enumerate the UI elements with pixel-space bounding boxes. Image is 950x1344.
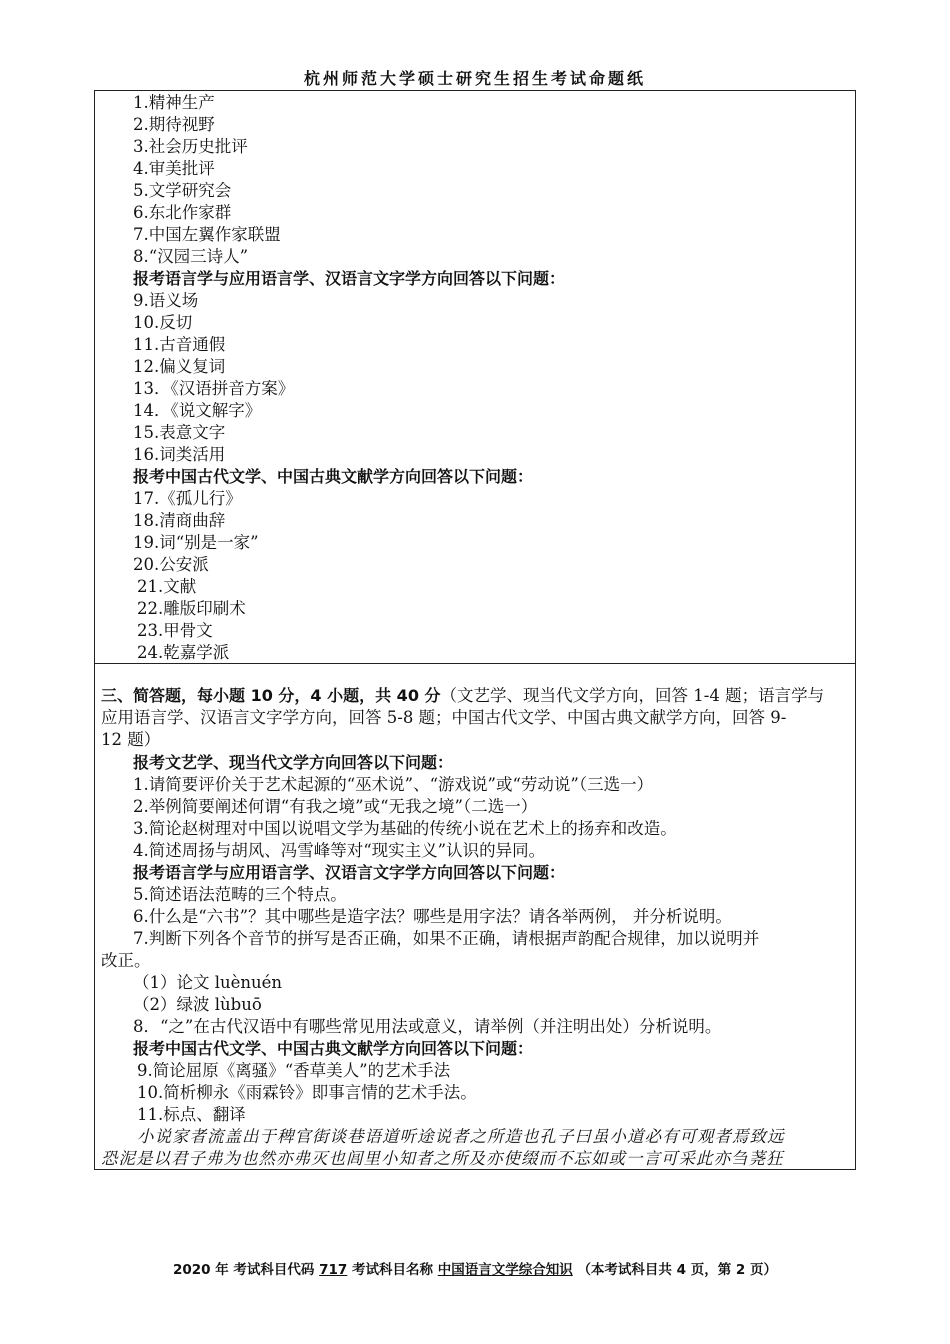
term-item: 15.表意文字 bbox=[133, 423, 226, 442]
sub-question: （1）论文 luènuén bbox=[133, 973, 283, 992]
term-item: 1.精神生产 bbox=[133, 93, 215, 112]
question-item: 1.请简要评价关于艺术起源的“巫术说”、“游戏说”或“劳动说”（三选一） bbox=[133, 775, 654, 794]
term-item: 17.《孤儿行》 bbox=[133, 489, 242, 508]
term-item: 16.词类活用 bbox=[133, 445, 226, 464]
sub-question: （2）绿波 lùbuō bbox=[133, 995, 262, 1014]
question-item: 11.标点、翻译 bbox=[137, 1105, 246, 1124]
term-item: 14．《说文解字》 bbox=[133, 401, 262, 420]
term-item: 11.古音通假 bbox=[133, 335, 226, 354]
term-item: 5.文学研究会 bbox=[133, 181, 232, 200]
question-item: 2.举例简要阐述何谓“有我之境”或“无我之境”（二选一） bbox=[133, 797, 538, 816]
section-title-note-line: 应用语言学、汉语言文字学方向，回答 5-8 题；中国古代文学、中国古典文献学方向，回答 9- bbox=[101, 708, 787, 727]
classical-passage-line: 恐泥是以君子弗为也然亦弗灭也闾里小知者之所及亦使缀而不忘如或一言可采此亦刍荛狂 bbox=[101, 1149, 784, 1168]
term-item: 23.甲骨文 bbox=[137, 621, 213, 640]
term-item: 4.审美批评 bbox=[133, 159, 215, 178]
question-frame bbox=[94, 90, 856, 1170]
term-item: 21.文献 bbox=[137, 577, 197, 596]
track-heading-linguistics: 报考语言学与应用语言学、汉语言文字学方向回答以下问题： bbox=[133, 863, 566, 882]
section-title-bold: 三、简答题，每小题 10 分，4 小题，共 40 分 bbox=[101, 686, 441, 705]
section-title bbox=[101, 685, 824, 707]
term-item: 18.清商曲辞 bbox=[133, 511, 226, 530]
term-item: 2.期待视野 bbox=[133, 115, 215, 134]
track-heading-linguistics: 报考语言学与应用语言学、汉语言文字学方向回答以下问题： bbox=[133, 269, 566, 288]
footer-subject-name: 中国语言文学综合知识 bbox=[437, 1262, 573, 1278]
term-item: 22.雕版印刷术 bbox=[137, 599, 246, 618]
question-item: 9.简论屈原《离骚》“香草美人”的艺术手法 bbox=[137, 1061, 451, 1080]
term-item: 13．《汉语拼音方案》 bbox=[133, 379, 295, 398]
term-item: 19.词“别是一家” bbox=[133, 533, 259, 552]
track-heading-ancient: 报考中国古代文学、中国古典文献学方向回答以下问题： bbox=[133, 467, 534, 486]
term-item: 9.语义场 bbox=[133, 291, 199, 310]
question-item: 8．“之”在古代汉语中有哪些常见用法或意义，请举例（并注明出处）分析说明。 bbox=[133, 1017, 722, 1036]
question-item: 7.判断下列各个音节的拼写是否正确，如果不正确，请根据声韵配合规律，加以说明并 bbox=[133, 929, 760, 948]
term-item: 10.反切 bbox=[133, 313, 193, 332]
question-item: 6.什么是“六书”？其中哪些是造字法？哪些是用字法？请各举两例， 并分析说明。 bbox=[133, 907, 732, 926]
term-item: 20.公安派 bbox=[133, 555, 209, 574]
track-heading-ancient: 报考中国古代文学、中国古典文献学方向回答以下问题： bbox=[133, 1039, 534, 1058]
page-header-title: 杭州师范大学硕士研究生招生考试命题纸 bbox=[303, 69, 646, 88]
question-item: 3.简论赵树理对中国以说唱文学为基础的传统小说在艺术上的扬弃和改造。 bbox=[133, 819, 677, 838]
question-item: 5.简述语法范畴的三个特点。 bbox=[133, 885, 347, 904]
section-title-note-line: 12 题） bbox=[101, 730, 161, 749]
term-item: 7.中国左翼作家联盟 bbox=[133, 225, 281, 244]
classical-passage-line: 小说家者流盖出于稗官街谈巷语道听途说者之所造也孔子曰虽小道必有可观者焉致远 bbox=[137, 1127, 785, 1146]
footer-text: 考试科目名称 bbox=[352, 1262, 434, 1278]
question-item: 4.简述周扬与胡风、冯雪峰等对“现实主义”认识的异同。 bbox=[133, 841, 546, 860]
track-heading-literature: 报考文艺学、现当代文学方向回答以下问题： bbox=[133, 753, 454, 772]
footer-text: 年 考试科目代码 bbox=[215, 1262, 315, 1278]
footer-page-info: （本考试科目共 4 页，第 2 页） bbox=[577, 1262, 778, 1278]
term-item: 8.“汉园三诗人” bbox=[133, 247, 249, 266]
section-title-note: （文艺学、现当代文学方向，回答 1-4 题；语言学与 bbox=[440, 686, 825, 705]
question-item-continuation: 改正。 bbox=[101, 951, 151, 970]
term-item: 12.偏义复词 bbox=[133, 357, 226, 376]
footer-year: 2020 bbox=[172, 1262, 211, 1278]
question-item: 10.简析柳永《雨霖铃》即事言情的艺术手法。 bbox=[137, 1083, 477, 1102]
term-item: 24.乾嘉学派 bbox=[137, 643, 230, 662]
page-footer bbox=[0, 1258, 950, 1278]
footer-subject-code: 717 bbox=[319, 1262, 348, 1278]
term-item: 6.东北作家群 bbox=[133, 203, 232, 222]
term-item: 3.社会历史批评 bbox=[133, 137, 248, 156]
